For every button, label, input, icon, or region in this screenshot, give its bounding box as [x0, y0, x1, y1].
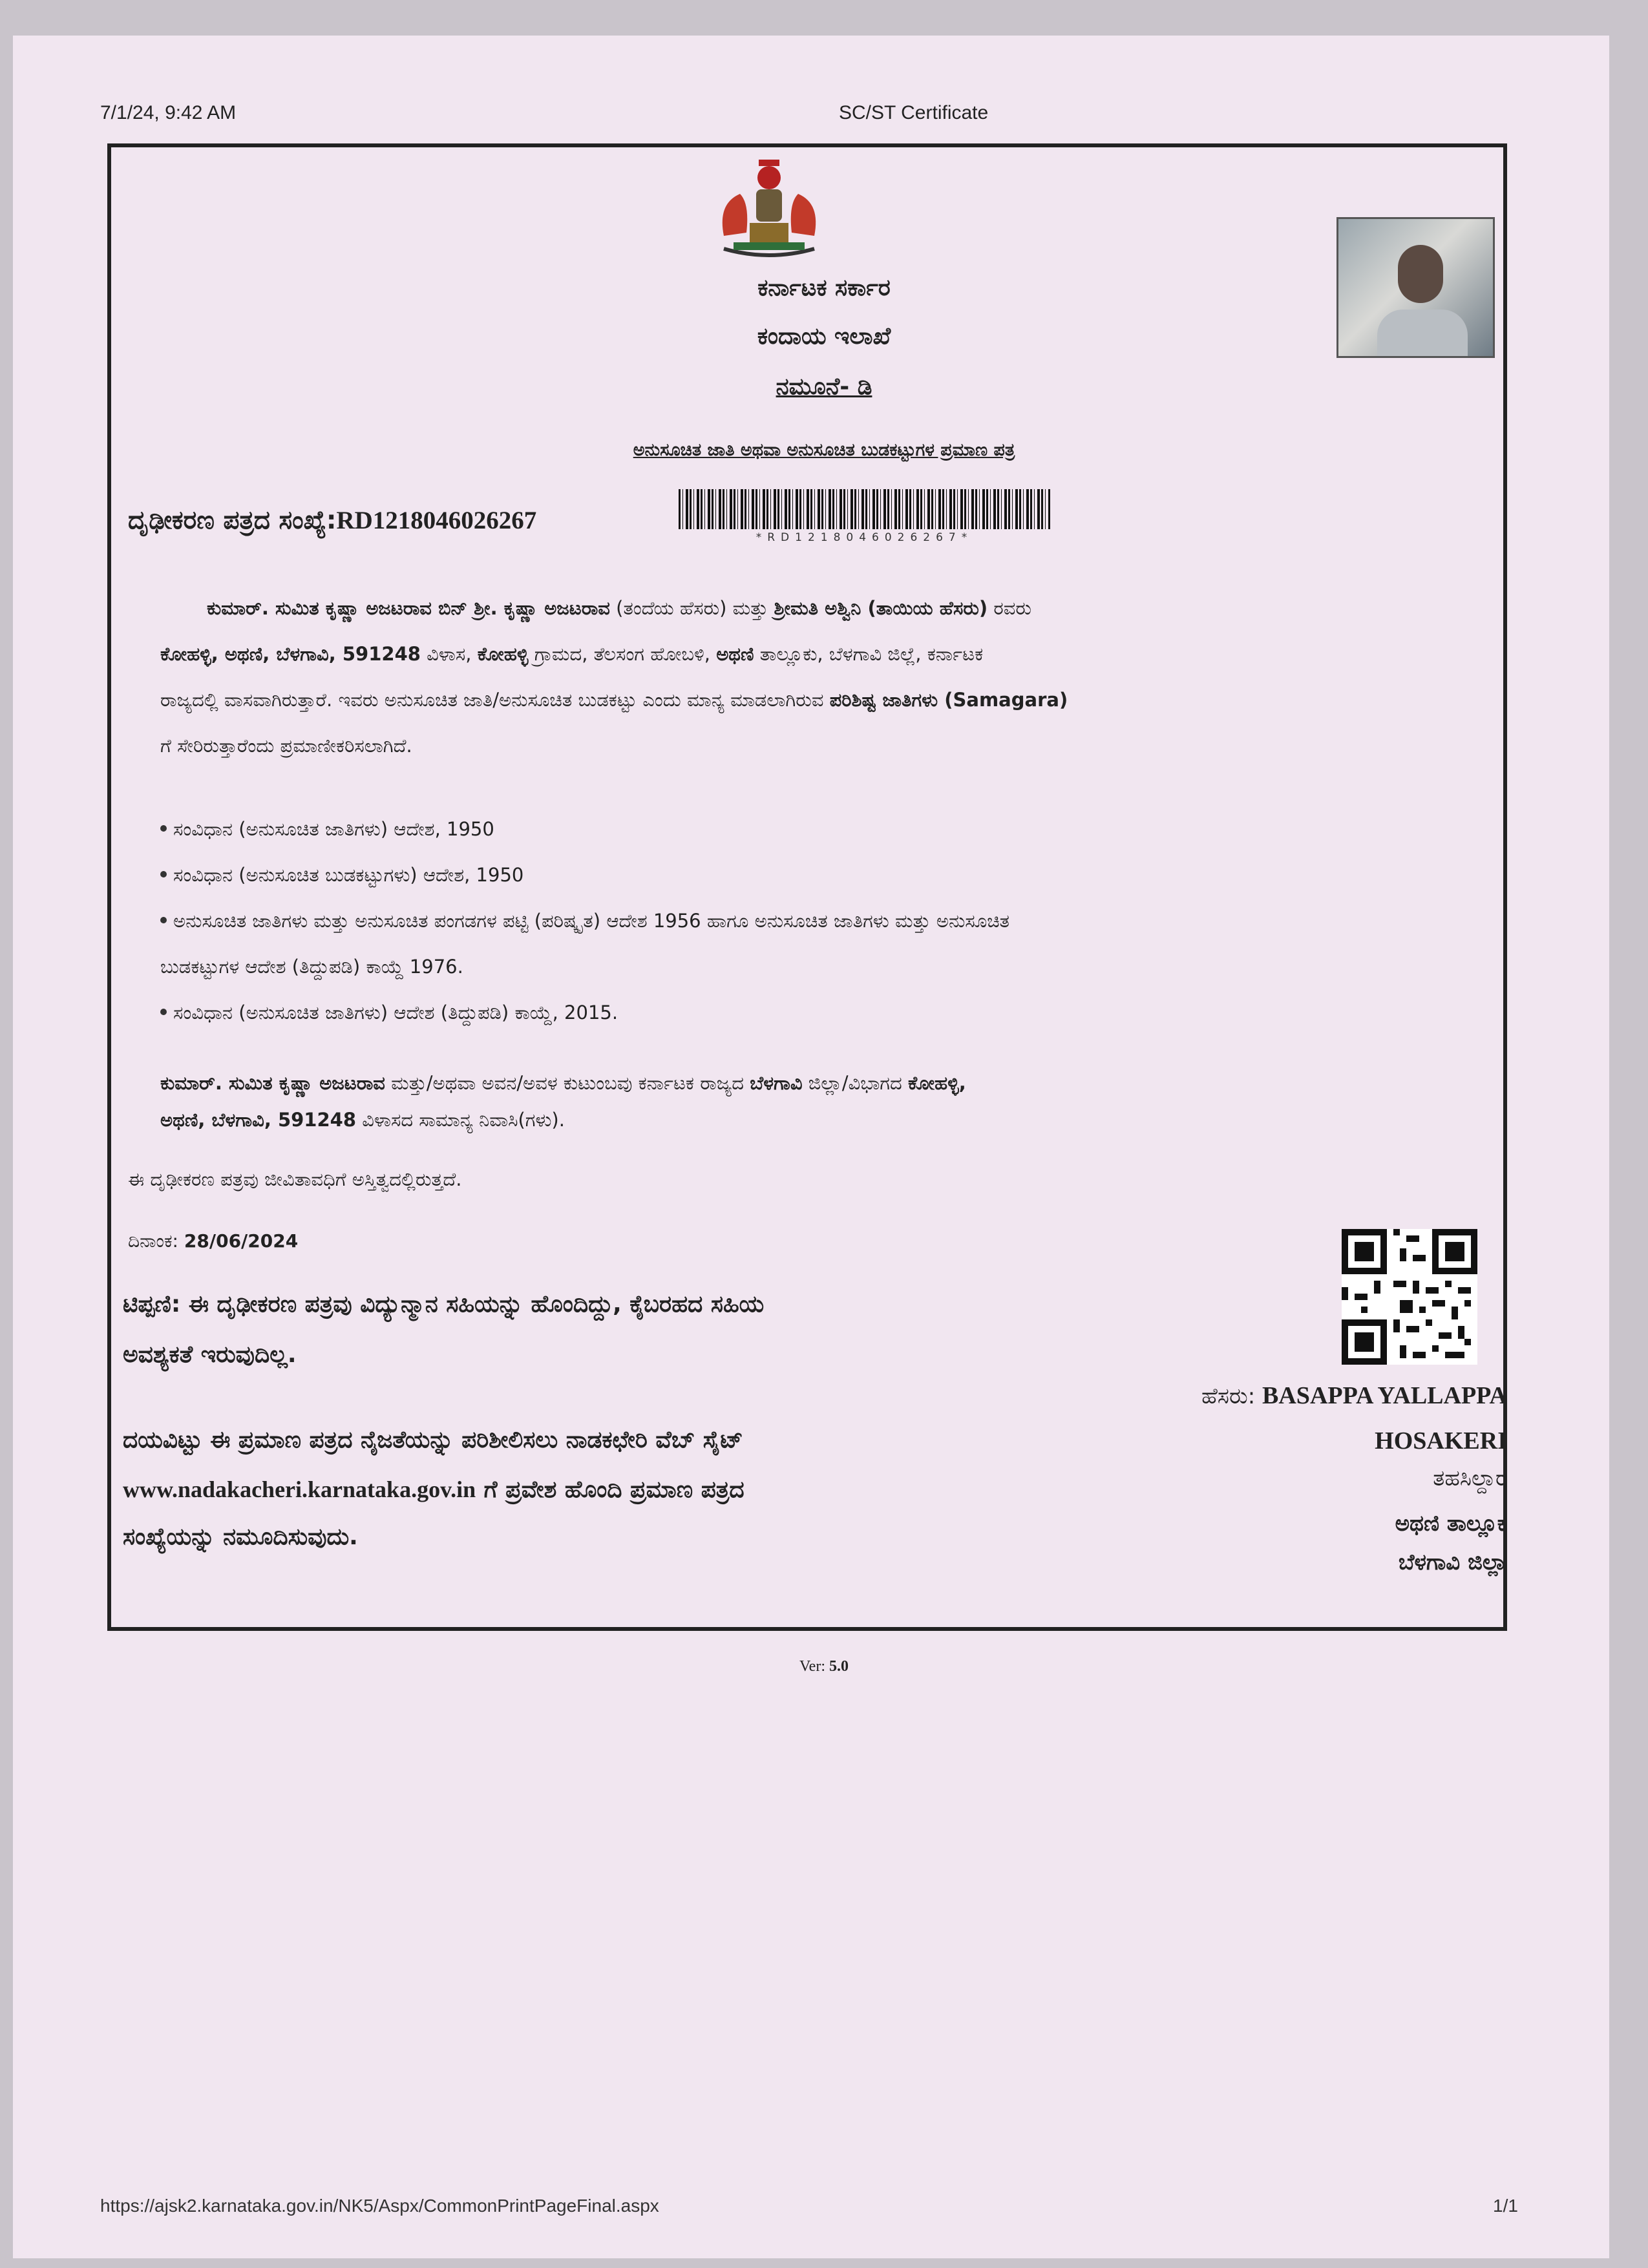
date-value: 28/06/2024	[184, 1230, 299, 1252]
verify-line3: ಸಂಖ್ಯೆಯನ್ನು ನಮೂದಿಸುವುದು.	[123, 1524, 358, 1550]
verify-line1: ದಯವಿಟ್ಟು ಈ ಪ್ರಮಾಣ ಪತ್ರದ ನೈಜತೆಯನ್ನು ಪರಿಶೀಲಿಸಲು ನಾಡಕಛೇರಿ ವೆಬ್ ಸೈಟ್	[123, 1427, 743, 1453]
version-label: Ver:	[799, 1658, 829, 1675]
version-value: 5.0	[829, 1658, 849, 1675]
applicant-name: ಕುಮಾರ್. ಸುಮಿತ ಕೃಷ್ಣಾ ಅಜಟರಾವ	[160, 1072, 385, 1094]
para1-line4: ಗೆ ಸೇರಿರುತ್ತಾರೆಂದು ಪ್ರಮಾಣೀಕರಿಸಲಾಗಿದೆ.	[160, 735, 412, 757]
signatory-name-line2	[1375, 1427, 1507, 1455]
text: ರಾಜ್ಯದಲ್ಲಿ ವಾಸವಾಗಿರುತ್ತಾರೆ. ಇವರು ಅನುಸೂಚಿತ ಜಾತಿ/ಅನುಸೂಚಿತ ಬುಡಕಟ್ಟು ಎಂದು ಮಾನ್ಯ ಮಾಡಲಾಗಿರುವ	[160, 689, 830, 711]
signatory-surname: HOSAKERI	[1375, 1427, 1507, 1454]
text: ಜಿಲ್ಲಾ/ವಿಭಾಗದ	[802, 1072, 908, 1094]
validity-statement: ಈ ದೃಢೀಕರಣ ಪತ್ರವು ಜೀವಿತಾವಧಿಗೆ ಅಸ್ತಿತ್ವದಲ್ಲಿರುತ್ತದೆ.	[128, 1168, 462, 1190]
barcode-caption: *RD1218046026267*	[755, 531, 973, 544]
website-link[interactable]: www.nadakacheri.karnataka.gov.in	[123, 1476, 476, 1502]
village: ಕೋಹಳ್ಳಿ	[477, 643, 529, 665]
signatory-designation: ತಹಸಿಲ್ದಾರ	[1433, 1465, 1507, 1491]
page-number: 1/1	[1493, 2196, 1518, 2216]
para1-line1	[160, 585, 1475, 631]
bullet-item	[160, 852, 1475, 898]
address: ಅಥಣಿ, ಬೆಳಗಾವಿ, 591248	[160, 1109, 357, 1131]
name-label: ಹೆಸರು:	[1201, 1383, 1263, 1409]
print-datetime: 7/1/24, 9:42 AM	[100, 102, 237, 123]
note-line1: ಟಿಪ್ಪಣಿ: ಈ ದೃಢೀಕರಣ ಪತ್ರವು ವಿದ್ಯುನ್ಮಾನ ಸಹಿಯನ್ನು ಹೊಂದಿದ್ದು, ಕೈಬರಹದ ಸಹಿಯ	[123, 1291, 765, 1318]
district: ಬೆಳಗಾವಿ	[750, 1072, 803, 1094]
note-line2: ಅವಶ್ಯಕತೆ ಇರುವುದಿಲ್ಲ.	[123, 1341, 297, 1368]
text: ರವರು	[988, 597, 1031, 619]
signatory-district: ಬೆಳಗಾವಿ ಜಿಲ್ಲಾ	[1398, 1549, 1507, 1575]
text: ಗ್ರಾಮದ, ತೆಲಸಂಗ ಹೋಬಳಿ,	[528, 643, 717, 665]
certificate-number-label: ದೃಢೀಕರಣ ಪತ್ರದ ಸಂಖ್ಯೆ:	[128, 506, 337, 535]
text: ಗೆ ಪ್ರವೇಶ ಹೊಂದಿ ಪ್ರಮಾಣ ಪತ್ರದ	[476, 1476, 745, 1503]
print-url: https://ajsk2.karnataka.gov.in/NK5/Aspx/CommonPrintPageFinal.aspx	[100, 2196, 659, 2216]
bullet-item	[160, 990, 1475, 1036]
bullet-text: ಸಂವಿಧಾನ (ಅನುಸೂಚಿತ ಬುಡಕಟ್ಟುಗಳು) ಆದೇಶ, 1950	[173, 864, 524, 886]
para2-line2	[160, 1097, 1475, 1143]
bullet-item-continued: ಬುಡಕಟ್ಟುಗಳ ಆದೇಶ (ತಿದ್ದುಪಡಿ) ಕಾಯ್ದೆ 1976.	[160, 956, 463, 978]
bullet-item	[160, 898, 1475, 944]
applicant-name: ಕುಮಾರ್. ಸುಮಿತ ಕೃಷ್ಣಾ ಅಜಟರಾವ ಬಿನ್ ಶ್ರೀ. ಕೃಷ್ಣಾ ಅಜಟರಾವ	[207, 597, 610, 619]
bullet-item	[160, 806, 1475, 852]
text: ವಿಳಾಸ,	[420, 643, 478, 665]
text: ವಿಳಾಸದ ಸಾಮಾನ್ಯ ನಿವಾಸಿ(ಗಳು).	[356, 1109, 565, 1131]
text: ಮತ್ತು/ಅಥವಾ ಅವನ/ಅವಳ ಕುಟುಂಬವು ಕರ್ನಾಟಕ ರಾಜ್ಯದ	[385, 1072, 750, 1094]
text: (ತಂದೆಯ ಹೆಸರು) ಮತ್ತು	[609, 597, 774, 619]
certificate-number-value: RD1218046026267	[336, 507, 537, 534]
signatory-name-line1	[1201, 1381, 1507, 1410]
department-heading: ಕಂದಾಯ ಇಲಾಖೆ	[757, 323, 891, 350]
verify-line2	[123, 1464, 995, 1515]
version	[0, 1658, 1648, 1675]
taluk: ಅಥಣಿ	[716, 643, 754, 665]
bullet-text: ಅನುಸೂಚಿತ ಜಾತಿಗಳು ಮತ್ತು ಅನುಸೂಚಿತ ಪಂಗಡಗಳ ಪಟ್ಟಿ (ಪರಿಷ್ಕೃತ) ಆದೇಶ 1956 ಹಾಗೂ ಅನುಸೂಚಿತ ಜಾತಿಗಳು ಮತ್ತು ಅನುಸೂಚಿತ	[173, 910, 1010, 932]
para1-line2	[160, 631, 1475, 677]
para1-line3	[160, 677, 1475, 723]
form-heading: ನಮೂನೆ- ಡಿ	[776, 373, 872, 400]
bullet-text: ಸಂವಿಧಾನ (ಅನುಸೂಚಿತ ಜಾತಿಗಳು) ಆದೇಶ (ತಿದ್ದುಪಡಿ) ಕಾಯ್ದೆ, 2015.	[173, 1002, 618, 1024]
signatory-taluk: ಅಥಣಿ ತಾಲ್ಲೂಕ	[1395, 1511, 1507, 1537]
caste-name: ಪರಿಶಿಷ್ಟ ಜಾತಿಗಳು (Samagara)	[829, 689, 1068, 711]
certificate-title: ಅನುಸೂಚಿತ ಜಾತಿ ಅಥವಾ ಅನುಸೂಚಿತ ಬುಡಕಟ್ಟುಗಳ ಪ್ರಮಾಣ ಪತ್ರ	[633, 440, 1015, 460]
state-emblem-icon	[711, 158, 827, 265]
certificate-number	[128, 506, 536, 535]
mother-name: ಶ್ರೀಮತಿ ಅಶ್ವಿನಿ (ತಾಯಿಯ ಹೆಸರು)	[774, 597, 988, 619]
government-heading: ಕರ್ನಾಟಕ ಸರ್ಕಾರ	[757, 275, 891, 301]
issue-date	[128, 1230, 298, 1252]
village: ಕೋಹಳ್ಳಿ,	[907, 1072, 966, 1094]
date-label: ದಿನಾಂಕ:	[128, 1230, 184, 1252]
signatory-name: BASAPPA YALLAPPA	[1262, 1382, 1507, 1409]
print-title: SC/ST Certificate	[839, 102, 989, 123]
barcode	[679, 489, 1050, 529]
address: ಕೋಹಳ್ಳಿ, ಅಥಣಿ, ಬೆಳಗಾವಿ, 591248	[160, 643, 421, 665]
bullet-text: ಸಂವಿಧಾನ (ಅನುಸೂಚಿತ ಜಾತಿಗಳು) ಆದೇಶ, 1950	[173, 818, 494, 840]
text: ತಾಲ್ಲೂಕು, ಬೆಳಗಾವಿ ಜಿಲ್ಲೆ, ಕರ್ನಾಟಕ	[754, 643, 984, 665]
qr-code	[1342, 1229, 1477, 1365]
